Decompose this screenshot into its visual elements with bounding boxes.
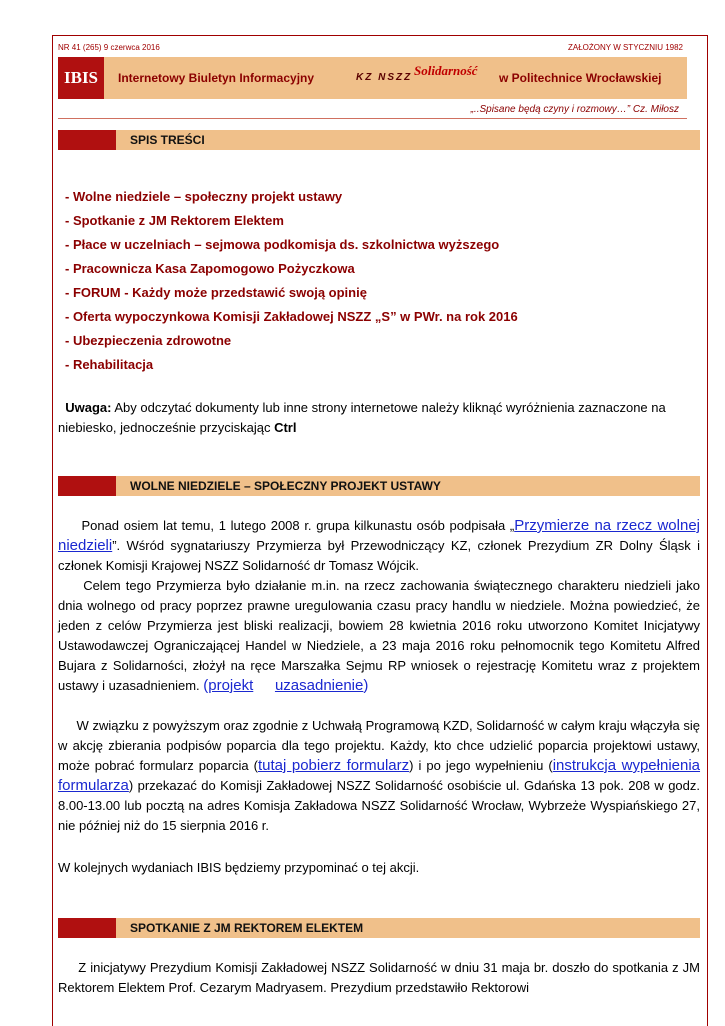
kz-label: KZ NSZZ [356, 72, 413, 83]
issue-number: NR 41 (265) 9 czerwca 2016 [58, 43, 160, 52]
paragraph-text: W związku z powyższym oraz zgodnie z Uchwałą Programową KZD, Solidarność w całym kraju włączyła się w akcję zbierania podpisów poparcia dla tego projektu. Każdy, kto chce udzielić poparcia projektowi ustawy, może pobrać formularz poparcia ( [58, 718, 700, 773]
paren-open: ( [203, 677, 209, 694]
founded-date: ZAŁOŻONY W STYCZNIU 1982 [568, 43, 683, 52]
table-of-contents [65, 188, 518, 380]
paragraph-text: Z inicjatywy Prezydium Komisji Zakładowej NSZZ Solidarność w dniu 31 maja br. doszło do spotkania z JM Rektorem Elektem Prof. Cezarym Madryasem. Prezydium przedstawiło Rektorowi [58, 960, 701, 995]
toc-item[interactable]: - Płace w uczelniach – sejmowa podkomisja ds. szkolnictwa wyższego [65, 237, 500, 252]
toc-header [58, 130, 700, 150]
paragraph [58, 516, 700, 576]
toc-item[interactable]: - Pracownicza Kasa Zapomogowo Pożyczkowa [65, 261, 355, 276]
paragraph-text: Celem tego Przymierza było działanie m.in. na rzecz zachowania świątecznego charakteru niedzieli jako dnia wolnego od pracy poprzez prawne uregulowania czasu pracy handlu w niedziele. Można powiedzieć, że jeden z celów Przymierza jest bliski realizacji, bowiem 28 kwietnia 2016 roku utworzono Komitet Inicjatywy Ustawodawczej Ograniczającej Handel w Niedziele, a 23 maja 2016 roku pełnomocnik tego Komitetu Alfred Bujara z Solidarności, złożył na ręce Marszałka Sejmu RP wniosek o rejestrację Komitetu wraz z projektem ustawy i uzasadnieniem. [58, 578, 701, 693]
toc-item[interactable]: - Rehabilitacja [65, 357, 154, 372]
toc-item[interactable]: - Wolne niedziele – społeczny projekt ustawy [65, 189, 343, 204]
toc-item[interactable]: - Ubezpieczenia zdrowotne [65, 333, 232, 348]
projekt-link[interactable]: projekt [208, 677, 254, 694]
toc-item[interactable]: - Spotkanie z JM Rektorem Elektem [65, 213, 284, 228]
header-accent [58, 918, 116, 938]
note-key: Ctrl [274, 420, 297, 435]
paragraph [58, 716, 700, 836]
university-name: w Politechnice Wrocławskiej [499, 71, 662, 85]
paragraph [58, 958, 700, 998]
paragraph-text: ) i po jego wypełnieniu ( [409, 758, 553, 773]
toc-item[interactable]: - FORUM - Każdy może przedstawić swoją opinię [65, 285, 367, 300]
header-accent [58, 130, 116, 150]
paragraph: W kolejnych wydaniach IBIS będziemy przypominać o tej akcji. [58, 860, 420, 875]
paragraph-text: Ponad osiem lat temu, 1 lutego 2008 r. grupa kilkunastu osób podpisała „ [81, 518, 515, 533]
header-accent [58, 476, 116, 496]
ibis-logo: IBIS [58, 57, 104, 99]
bulletin-title: Internetowy Biuletyn Informacyjny [118, 71, 315, 85]
note-text: Aby odczytać dokumenty lub inne strony internetowe należy kliknąć wyróżnienia zaznaczone na niebiesko, jednocześnie przyciskając [58, 400, 666, 435]
section-header-spotkanie [58, 918, 700, 938]
instrukcja-link[interactable]: instrukcja wypełnienia formularza [58, 757, 701, 794]
formularz-link[interactable]: tutaj pobierz formularz [257, 757, 410, 774]
paragraph-text: ) przekazać do Komisji Zakładowej NSZZ Solidarność osobiście ul. Gdańska 13 pok. 208 w godz. 8.00-13.00 lub pocztą na adres Komisja Zakładowa NSZZ Solidarność Wrocław, Wybrzeże Wyspiańskiego 27, nie później niż do 15 sierpnia 2016 r. [58, 778, 700, 833]
ctrl-note [58, 398, 700, 438]
paren-close: ) [363, 677, 369, 694]
note-label: Uwaga: [65, 400, 112, 415]
section-header-wolne-niedziele [58, 476, 700, 496]
paragraph [58, 576, 700, 696]
paragraph-text: ”. Wśród sygnatariuszy Przymierza był Przewodniczący KZ, członek Prezydium ZR Dolny Śląsk i członek Komisji Krajowej NSZZ Solidarność dr Tomasz Wójcik. [58, 538, 700, 573]
uzasadnienie-link[interactable]: uzasadnienie [274, 677, 364, 694]
section-title: SPOTKANIE Z JM REKTOREM ELEKTEM [130, 921, 364, 935]
przymierze-link[interactable]: Przymierze na rzecz wolnej niedzieli [58, 517, 700, 554]
milosz-quote: „..Spisane będą czyny i rozmowy…” Cz. Miłosz [470, 104, 679, 115]
toc-item[interactable]: - Oferta wypoczynkowa Komisji Zakładowej NSZZ „S” w PWr. na rok 2016 [65, 309, 518, 324]
masthead [58, 57, 687, 99]
divider [58, 118, 687, 119]
solidarnosc-logo: Solidarność [414, 63, 478, 78]
section-title: WOLNE NIEDZIELE – SPOŁECZNY PROJEKT USTAWY [130, 479, 441, 493]
toc-title: SPIS TREŚCI [130, 133, 205, 147]
